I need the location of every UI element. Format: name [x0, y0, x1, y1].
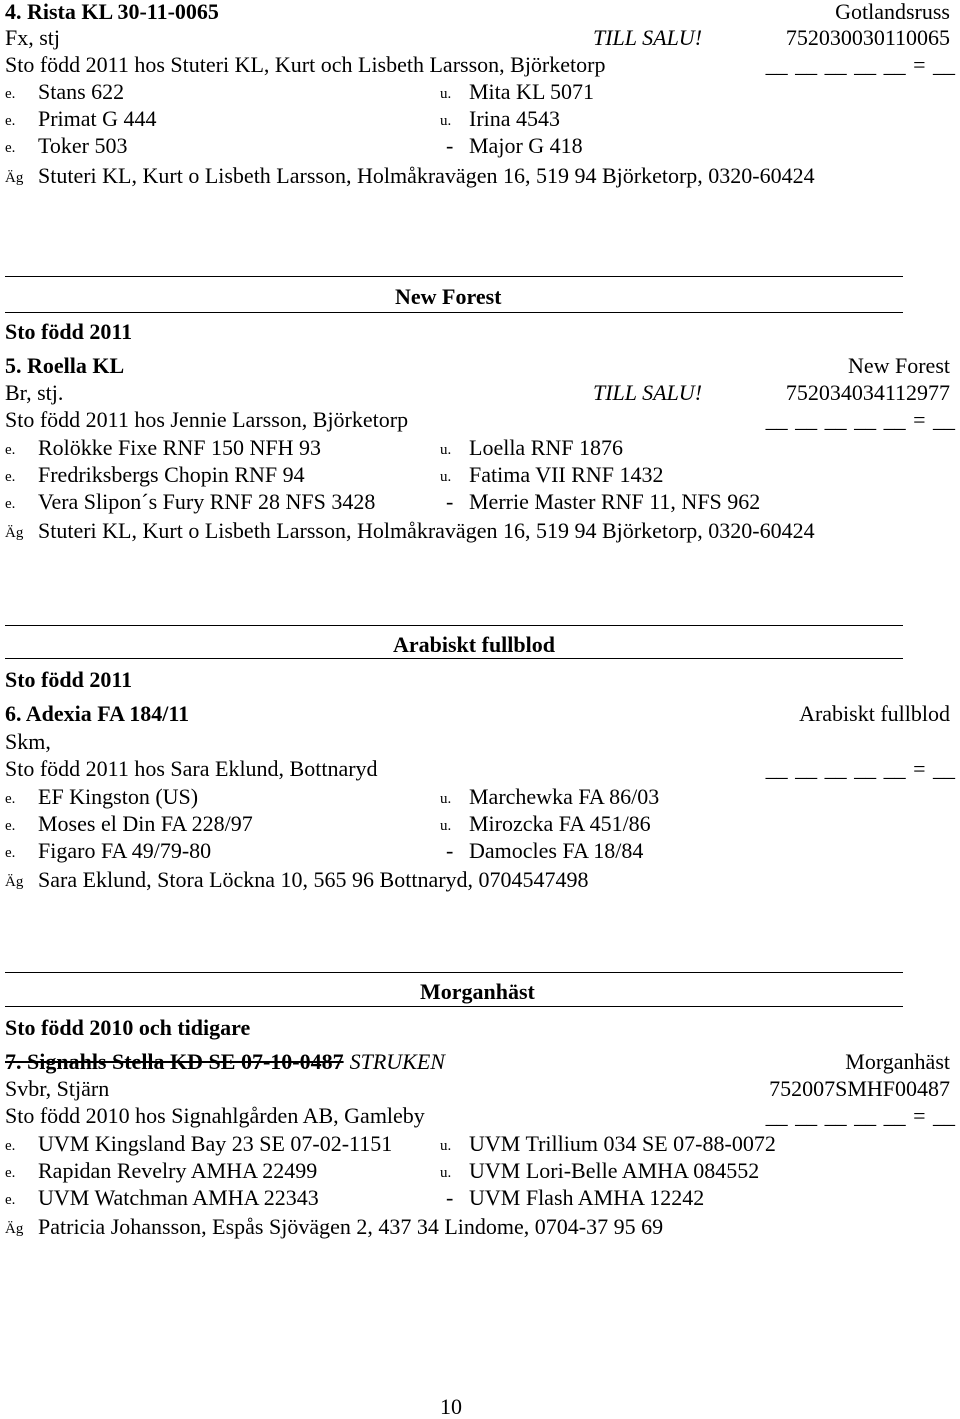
pedigree-row: [0, 812, 960, 836]
pedigree-right-label: u.: [440, 1138, 452, 1154]
pedigree-left: Fredriksbergs Chopin RNF 94: [38, 462, 305, 487]
pedigree-row: [0, 80, 960, 104]
color-row: [0, 381, 960, 405]
section-rule-top: [5, 625, 903, 626]
class-heading: Sto född 2011: [5, 667, 133, 692]
pedigree-left-label: e.: [5, 496, 16, 512]
pedigree-right: Mita KL 5071: [469, 79, 595, 104]
pedigree-left-label: e.: [5, 1138, 16, 1154]
breeder-line: Sto född 2010 hos Signahlgården AB, Gamleby: [5, 1103, 425, 1128]
pedigree-left-label: e.: [5, 86, 16, 102]
owner-line: Sara Eklund, Stora Löckna 10, 565 96 Bottnaryd, 0704547498: [38, 867, 589, 892]
pedigree-left: UVM Kingsland Bay 23 SE 07-02-1151: [38, 1131, 393, 1156]
pedigree-row: [0, 785, 960, 809]
pedigree-left-label: e.: [5, 1165, 16, 1181]
pedigree-row: [0, 436, 960, 460]
owner-label: Äg: [5, 525, 24, 541]
pedigree-right: Damocles FA 18/84: [469, 838, 644, 863]
pedigree-row: [0, 463, 960, 487]
pedigree-right: Merrie Master RNF 11, NFS 962: [469, 489, 761, 514]
section-rule-bottom: [5, 1006, 903, 1007]
pedigree-right: Loella RNF 1876: [469, 435, 623, 460]
owner-row: [0, 1215, 960, 1239]
score-blanks: __ __ __ __ __ = __: [765, 1103, 955, 1128]
pedigree-left: Moses el Din FA 228/97: [38, 811, 253, 836]
pedigree-left: Rapidan Revelry AMHA 22499: [38, 1158, 318, 1183]
pedigree-right-label: u.: [440, 791, 452, 807]
pedigree-row: [0, 490, 960, 514]
color-markings: Skm,: [5, 729, 51, 754]
pedigree-row: [0, 134, 960, 158]
owner-label: Äg: [5, 170, 24, 186]
entry-title-row: [0, 702, 960, 726]
owner-label: Äg: [5, 874, 24, 890]
pedigree-right-label: u.: [440, 86, 452, 102]
pedigree-left: EF Kingston (US): [38, 784, 199, 809]
breeder-row: [0, 1104, 960, 1128]
score-blanks: __ __ __ __ __ = __: [765, 52, 955, 77]
owner-line: Patricia Johansson, Espås Sjövägen 2, 437 34 Lindome, 0704-37 95 69: [38, 1214, 664, 1239]
breed-label: Arabiskt fullblod: [799, 701, 950, 726]
pedigree-right-label: u.: [440, 818, 452, 834]
pedigree-left: Rolökke Fixe RNF 150 NFH 93: [38, 435, 321, 460]
breeder-line: Sto född 2011 hos Sara Eklund, Bottnaryd: [5, 756, 378, 781]
owner-row: [0, 868, 960, 892]
pedigree-left: Toker 503: [38, 133, 128, 158]
breed-label: Morganhäst: [845, 1049, 950, 1074]
pedigree-right: UVM Trillium 034 SE 07-88-0072: [469, 1131, 776, 1156]
pedigree-left-label: e.: [5, 140, 16, 156]
horse-title: 5. Roella KL: [5, 353, 125, 378]
pedigree-left-label: e.: [5, 818, 16, 834]
pedigree-right: Mirozcka FA 451/86: [469, 811, 651, 836]
pedigree-left-label: e.: [5, 791, 16, 807]
breed-heading: New Forest: [395, 284, 502, 309]
breed-heading: Arabiskt fullblod: [393, 632, 555, 657]
pedigree-right: Major G 418: [469, 133, 583, 158]
pedigree-left-label: e.: [5, 442, 16, 458]
owner-label: Äg: [5, 1221, 24, 1237]
pedigree-left: Stans 622: [38, 79, 125, 104]
pedigree-right: Marchewka FA 86/03: [469, 784, 660, 809]
pedigree-right: UVM Lori-Belle AMHA 084552: [469, 1158, 760, 1183]
pedigree-right-label: u.: [440, 113, 452, 129]
horse-title-group: [5, 1050, 445, 1074]
pedigree-right: UVM Flash AMHA 12242: [469, 1185, 705, 1210]
pedigree-right-label: -: [446, 489, 454, 514]
color-markings: Br, stj.: [5, 380, 64, 405]
pedigree-left-label: e.: [5, 845, 16, 861]
entry-title-row: [0, 354, 960, 378]
score-blanks: __ __ __ __ __ = __: [765, 756, 955, 781]
owner-row: [0, 519, 960, 543]
class-heading: Sto född 2010 och tidigare: [5, 1015, 251, 1040]
registration-number: 752007SMHF00487: [769, 1076, 950, 1101]
entry-title-row: [0, 0, 960, 24]
color-row: [0, 1077, 960, 1101]
pedigree-right-label: u.: [440, 1165, 452, 1181]
pedigree-left: Figaro FA 49/79-80: [38, 838, 212, 863]
pedigree-right: Irina 4543: [469, 106, 561, 131]
pedigree-row: [0, 1186, 960, 1210]
owner-line: Stuteri KL, Kurt o Lisbeth Larsson, Holmåkravägen 16, 519 94 Björketorp, 0320-60424: [38, 518, 815, 543]
pedigree-left: UVM Watchman AMHA 22343: [38, 1185, 319, 1210]
page-number: 10: [440, 1394, 462, 1419]
pedigree-right-label: u.: [440, 442, 452, 458]
owner-row: [0, 164, 960, 188]
pedigree-left-label: e.: [5, 113, 16, 129]
pedigree-left: Primat G 444: [38, 106, 157, 131]
pedigree-row: [0, 1159, 960, 1183]
owner-line: Stuteri KL, Kurt o Lisbeth Larsson, Holmåkravägen 16, 519 94 Björketorp, 0320-60424: [38, 163, 815, 188]
pedigree-row: [0, 1132, 960, 1156]
breeder-row: [0, 757, 960, 781]
sale-note: TILL SALU!: [593, 380, 703, 405]
color-markings: Fx, stj: [5, 25, 61, 50]
color-row: [0, 730, 960, 754]
score-blanks: __ __ __ __ __ = __: [765, 407, 955, 432]
pedigree-right-label: -: [446, 133, 454, 158]
sale-note: TILL SALU!: [593, 25, 703, 50]
pedigree-right: Fatima VII RNF 1432: [469, 462, 664, 487]
class-heading: Sto född 2011: [5, 319, 133, 344]
section-rule-top: [5, 276, 903, 277]
withdrawn-status: STRUKEN: [349, 1049, 445, 1074]
horse-title: 7. Signahls Stella KD SE 07-10-0487: [5, 1049, 344, 1074]
color-markings: Svbr, Stjärn: [5, 1076, 110, 1101]
pedigree-row: [0, 107, 960, 131]
section-rule-bottom: [5, 312, 903, 313]
pedigree-right-label: -: [446, 1185, 454, 1210]
breed-label: New Forest: [847, 353, 950, 378]
section-rule-top: [5, 972, 903, 973]
registration-number: 752030030110065: [785, 25, 950, 50]
section-rule-bottom: [5, 658, 903, 659]
entry-title-row: [0, 1050, 960, 1074]
color-row: [0, 26, 960, 50]
pedigree-row: [0, 839, 960, 863]
breeder-line: Sto född 2011 hos Stuteri KL, Kurt och Lisbeth Larsson, Björketorp: [5, 52, 606, 77]
breeder-line: Sto född 2011 hos Jennie Larsson, Björketorp: [5, 407, 409, 432]
horse-title: 6. Adexia FA 184/11: [5, 701, 190, 726]
breeder-row: [0, 408, 960, 432]
pedigree-left-label: e.: [5, 469, 16, 485]
pedigree-left-label: e.: [5, 1192, 16, 1208]
breeder-row: [0, 53, 960, 77]
pedigree-right-label: -: [446, 838, 454, 863]
breed-heading: Morganhäst: [420, 979, 535, 1004]
breed-label: Gotlandsruss: [835, 0, 950, 24]
pedigree-right-label: u.: [440, 469, 452, 485]
pedigree-left: Vera Slipon´s Fury RNF 28 NFS 3428: [38, 489, 376, 514]
registration-number: 752034034112977: [785, 380, 950, 405]
horse-title: 4. Rista KL 30-11-0065: [5, 0, 219, 24]
